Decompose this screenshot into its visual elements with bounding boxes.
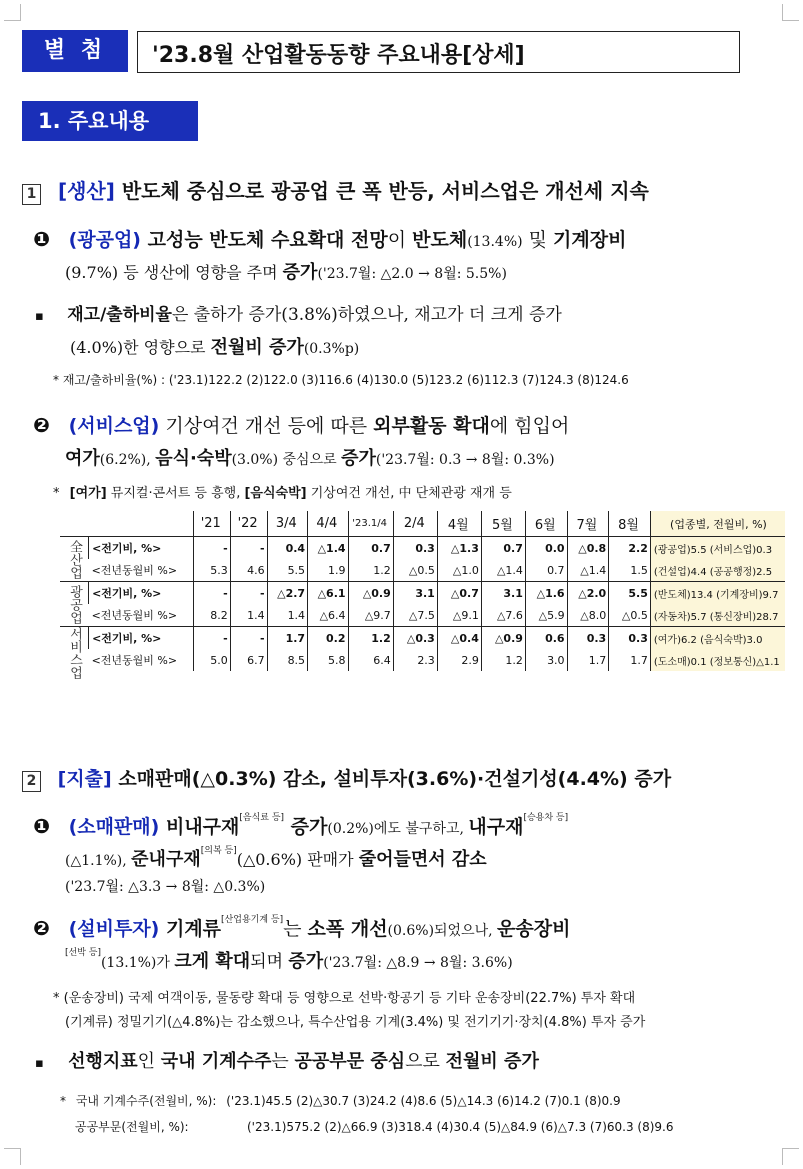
square-bullet-icon: ▪ [35, 1056, 44, 1071]
column-header-note: (업종별, 전월비, %) [650, 511, 785, 537]
table-cell: 0.3 [393, 537, 437, 560]
item-number-box: 1 [22, 184, 41, 205]
table-cell: 4.6 [230, 559, 267, 582]
table-cell: 0.4 [267, 537, 307, 560]
paragraph-retail-line3: ('23.7월: △3.3 → 8월: △0.3%) [65, 879, 266, 895]
item-heading-production [22, 175, 649, 205]
table-cell: 2.9 [437, 649, 481, 671]
column-header: '22 [230, 511, 267, 537]
item-bracket: [생산] [57, 179, 115, 203]
paragraph-retail-line2: (△1.1%), 준내구재[의복 등](△0.6%) 판매가 줄어들면서 감소 [65, 846, 487, 870]
note-machinery-orders-1: * 국내 기계수주(전월비, %): ('23.1)45.5 (2)△30.7 (3)24.2 (4)8.6 (5)△14.3 (6)14.2 (7)0.1 (8)0.9 [60, 1094, 621, 1108]
industry-data-table [60, 511, 785, 679]
table-cell: 0.3 [567, 627, 609, 650]
circled-one-icon: ❶ [33, 227, 50, 251]
table-cell: - [193, 582, 230, 605]
table-cell: 0.7 [348, 537, 393, 560]
table-cell: 1.9 [308, 559, 348, 582]
row-category: 서비스업 [60, 627, 89, 672]
table-cell: 3.1 [481, 582, 525, 605]
table-cell: 5.0 [193, 649, 230, 671]
table-cell: 1.7 [267, 627, 307, 650]
table-row [60, 537, 785, 560]
table-cell: △9.1 [437, 604, 481, 627]
row-note: (도소매)0.1 (정보통신)△1.1 [650, 649, 785, 671]
table-cell: 0.7 [525, 559, 567, 582]
note-facility-2: (기계류) 정밀기기(△4.8%)는 감소했으나, 특수산업용 기계(3.4%) 및 전기기기·장치(4.8%) 투자 증가 [65, 1015, 646, 1030]
table-cell: 1.4 [230, 604, 267, 627]
title-box [137, 31, 740, 73]
table-cell: △2.0 [567, 582, 609, 605]
header-blank [60, 511, 193, 537]
table-cell: - [230, 537, 267, 560]
column-header: 3/4 [267, 511, 307, 537]
table-cell: 3.0 [525, 649, 567, 671]
table-cell: △0.7 [437, 582, 481, 605]
column-header: '23.1/4 [348, 511, 393, 537]
table-cell: 5.3 [193, 559, 230, 582]
table-cell: △0.5 [393, 559, 437, 582]
table-cell: 2.3 [393, 649, 437, 671]
table-cell: 1.2 [481, 649, 525, 671]
table-cell: 5.8 [308, 649, 348, 671]
table-cell: 0.0 [525, 537, 567, 560]
row-label: <전년동월비 %> [91, 654, 178, 667]
table-cell: △0.5 [609, 604, 651, 627]
row-category: 全산업 [67, 539, 83, 579]
table-cell: △1.3 [437, 537, 481, 560]
table-cell: △1.6 [525, 582, 567, 605]
table-cell: - [193, 627, 230, 650]
crop-mark [4, 1148, 21, 1165]
square-bullet-icon: ▪ [35, 309, 44, 324]
table-cell: △7.6 [481, 604, 525, 627]
table-cell: 8.2 [193, 604, 230, 627]
table-cell: △0.8 [567, 537, 609, 560]
table-cell: △5.9 [525, 604, 567, 627]
table-cell: △1.4 [308, 537, 348, 560]
row-category: 광공업 [60, 582, 89, 627]
table-row [60, 649, 785, 671]
paragraph-facility-line2: [선박 등](13.1%)가 크게 확대되며 증가('23.7월: △8.9 → 8월: 3.6%) [65, 948, 513, 972]
table-cell: 6.7 [230, 649, 267, 671]
table-cell: 0.6 [525, 627, 567, 650]
table-cell: △1.4 [567, 559, 609, 582]
column-header: 4/4 [308, 511, 348, 537]
table-cell: 0.7 [481, 537, 525, 560]
circled-two-icon: ❷ [33, 413, 50, 437]
appendix-badge: 별 첨 [22, 30, 128, 72]
table-cell: 8.5 [267, 649, 307, 671]
paragraph-services: ❷ (서비스업) 기상여건 개선 등에 따른 외부활동 확대에 힘입어 [33, 413, 570, 437]
row-note: (여가)6.2 (음식숙박)3.0 [650, 627, 785, 650]
table-row [60, 627, 785, 650]
table-header-row [60, 511, 785, 537]
section-label: 1. 주요내용 [22, 101, 198, 141]
row-label: <전년동월비 %> [91, 609, 178, 622]
crop-mark [782, 4, 799, 21]
table-cell: - [193, 537, 230, 560]
item-heading-spending: 2 [지출] 소매판매(△0.3%) 감소, 설비투자(3.6%)·건설기성(4.4%) 증가 [22, 764, 671, 792]
column-header: 4월 [437, 511, 481, 537]
table-cell: △6.4 [308, 604, 348, 627]
row-note: (건설업)4.4 (공공행정)2.5 [650, 559, 785, 582]
table-cell: 0.3 [609, 627, 651, 650]
note-services: * [여가] 뮤지컬·콘서트 등 흥행, [음식숙박] 기상여건 개선, 中 단체관광 재개 등 [53, 486, 512, 501]
row-note: (자동차)5.7 (통신장비)28.7 [650, 604, 785, 627]
row-label: <전기비, %> [89, 627, 194, 650]
table-cell: 3.1 [393, 582, 437, 605]
note-machinery-orders-2: 공공부문(전월비, %): ('23.1)575.2 (2)△66.9 (3)318.4 (4)30.4 (5)△84.9 (6)△7.3 (7)60.3 (8)9.6 [75, 1120, 674, 1134]
table-cell: - [230, 627, 267, 650]
table-cell: - [230, 582, 267, 605]
table-cell: 1.4 [267, 604, 307, 627]
column-header: '21 [193, 511, 230, 537]
column-header: 2/4 [393, 511, 437, 537]
page-title: '23.8월 산업활동동향 주요내용[상세] [152, 43, 525, 68]
table-cell: △1.0 [437, 559, 481, 582]
row-note: (반도체)13.4 (기계장비)9.7 [650, 582, 785, 605]
table-cell: △2.7 [267, 582, 307, 605]
table-cell: 5.5 [267, 559, 307, 582]
row-label: <전기비, %> [89, 582, 194, 605]
row-label: <전년동월비 %> [91, 564, 178, 577]
table-cell: △0.9 [348, 582, 393, 605]
table-cell: △9.7 [348, 604, 393, 627]
table-cell: △0.4 [437, 627, 481, 650]
table-cell: 0.2 [308, 627, 348, 650]
table-row [60, 582, 785, 605]
table-cell: 2.2 [609, 537, 651, 560]
crop-mark [4, 4, 21, 21]
table-cell: 5.5 [609, 582, 651, 605]
table-cell: 1.7 [567, 649, 609, 671]
table-cell: 1.2 [348, 559, 393, 582]
table-cell: 1.7 [609, 649, 651, 671]
table-cell: △0.3 [393, 627, 437, 650]
paragraph-mining-line2: (9.7%) 등 생산에 영향을 주며 증가('23.7월: △2.0 → 8월: 5.5%) [65, 262, 507, 283]
column-header: 8월 [609, 511, 651, 537]
table-cell: △7.5 [393, 604, 437, 627]
table-cell: 1.5 [609, 559, 651, 582]
circled-one-icon: ❶ [33, 814, 50, 838]
table-cell: △6.1 [308, 582, 348, 605]
table-cell: 6.4 [348, 649, 393, 671]
row-label: <전기비, %> [89, 537, 194, 560]
column-header: 6월 [525, 511, 567, 537]
note-inventory-ratio: * 재고/출하비율(%) : ('23.1)122.2 (2)122.0 (3)116.6 (4)130.0 (5)123.2 (6)112.3 (7)124.3 (8)124.6 [53, 373, 629, 387]
item-number-box: 2 [22, 771, 41, 792]
column-header: 7월 [567, 511, 609, 537]
table-cell: △8.0 [567, 604, 609, 627]
paragraph-retail: ❶ (소매판매) 비내구재[음식료 등] 증가(0.2%)에도 불구하고, 내구재[승용차 등] [33, 813, 569, 838]
item-title: 반도체 중심으로 광공업 큰 폭 반등, 서비스업은 개선세 지속 [114, 179, 649, 203]
paragraph-services-line2: 여가(6.2%), 음식·숙박(3.0%) 중심으로 증가('23.7월: 0.3 → 8월: 0.3%) [65, 448, 555, 469]
crop-mark [782, 1148, 799, 1165]
paragraph-tag: (광공업) [68, 229, 141, 251]
table-row [60, 559, 785, 582]
table-cell: 1.2 [348, 627, 393, 650]
table-cell: △1.4 [481, 559, 525, 582]
circled-two-icon: ❷ [33, 916, 50, 940]
column-header: 5월 [481, 511, 525, 537]
bullet-inventory-line2: (4.0%)한 영향으로 전월비 증가(0.3%p) [70, 337, 360, 358]
note-facility-1: * (운송장비) 국제 여객이동, 물동량 확대 등 영향으로 선박·항공기 등 기타 운송장비(22.7%) 투자 확대 [53, 991, 636, 1006]
table-cell: △0.9 [481, 627, 525, 650]
row-note: (광공업)5.5 (서비스업)0.3 [650, 537, 785, 560]
table-row [60, 604, 785, 627]
paragraph-facility-investment: ❷ (설비투자) 기계류[산업용기계 등]는 소폭 개선(0.6%)되었으나, 운송장비 [33, 915, 571, 940]
bullet-machinery-orders: ▪ 선행지표인 국내 기계수주는 공공부문 중심으로 전월비 증가 [35, 1051, 539, 1072]
bullet-inventory-ratio: ▪ 재고/출하비율은 출하가 증가(3.8%)하였으나, 재고가 더 크게 증가 [35, 305, 562, 325]
paragraph-mining: ❶ (광공업) 고성능 반도체 수요확대 전망이 반도체(13.4%) 및 기계장비 [33, 227, 627, 251]
